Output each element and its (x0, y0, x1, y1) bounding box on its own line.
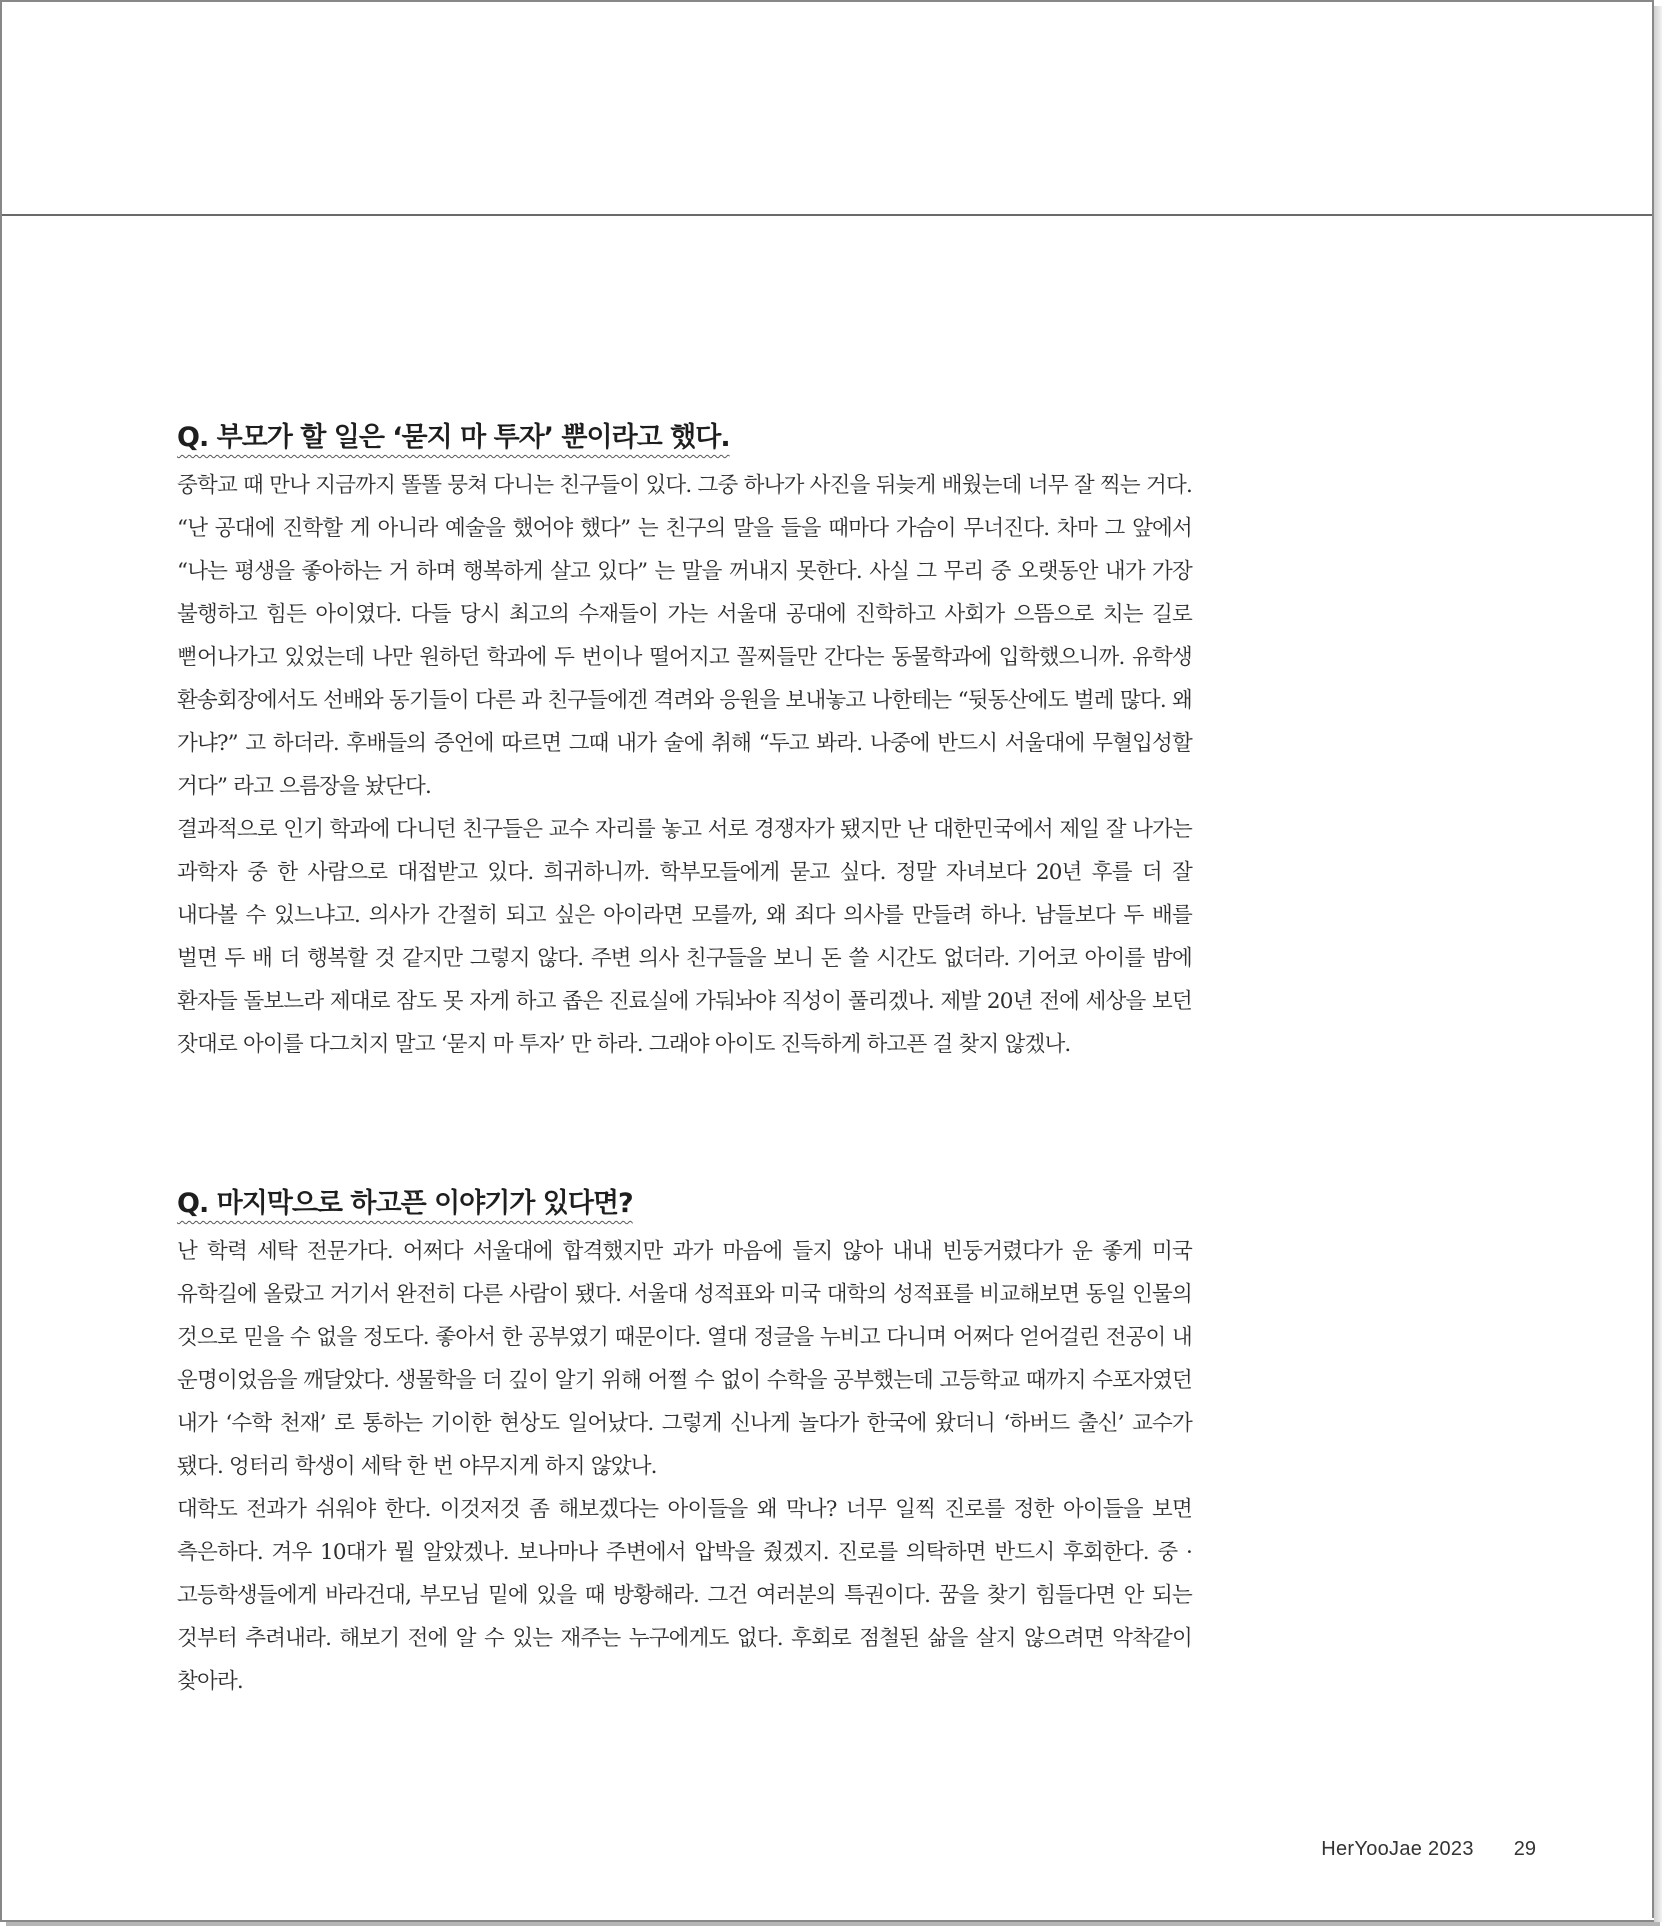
section-question: Q. 마지막으로 하고픈 이야기가 있다면? (177, 1188, 633, 1219)
interview-section-2 (177, 1186, 1192, 1703)
section-question: Q. 부모가 할 일은 ‘묻지 마 투자’ 뿐이라고 했다. (177, 422, 730, 453)
magazine-name: HerYooJae 2023 (1321, 1838, 1474, 1860)
interview-section-1 (177, 420, 1192, 1066)
section-paragraph: 대학도 전과가 쉬워야 한다. 이것저것 좀 해보겠다는 아이들을 왜 막나? 너무 일찍 진로를 정한 아이들을 보면 측은하다. 겨우 10대가 뭘 알았겠나. 보나마나 주변에서 압박을 줬겠지. 진로를 의탁하면 반드시 후회한다. 중 · 고등학생들에게 바라건대, 부모님 밑에 있을 때 방황해라. 그건 여러분의 특권이다. 꿈을 찾기 힘들다면 안 되는 것부터 추려내라. 해보기 전에 알 수 있는 재주는 누구에게도 없다. 후회로 점철된 삶을 살지 않으려면 악착같이 찾아라. (177, 1497, 1192, 1694)
section-paragraph: 중학교 때 만나 지금까지 똘똘 뭉쳐 다니는 친구들이 있다. 그중 하나가 사진을 뒤늦게 배웠는데 너무 잘 찍는 거다. “난 공대에 진학할 게 아니라 예술을 했어야 했다” 는 친구의 말을 들을 때마다 가슴이 무너진다. 차마 그 앞에서 “나는 평생을 좋아하는 거 하며 행복하게 살고 있다” 는 말을 꺼내지 못한다. 사실 그 무리 중 오랫동안 내가 가장 불행하고 힘든 아이였다. 다들 당시 최고의 수재들이 가는 서울대 공대에 진학하고 사회가 으뜸으로 치는 길로 뻗어나가고 있었는데 나만 원하던 학과에 두 번이나 떨어지고 꼴찌들만 간다는 동물학과에 입학했으니까. 유학생 환송회장에서도 선배와 동기들이 다른 과 친구들에겐 격려와 응원을 보내놓고 나한테는 “뒷동산에도 벌레 많다. 왜 가냐?” 고 하더라. 후배들의 증언에 따르면 그때 내가 술에 취해 “두고 봐라. 나중에 반드시 서울대에 무혈입성할 거다” 라고 으름장을 놨단다. (177, 473, 1192, 799)
page-number: 29 (1513, 1838, 1536, 1860)
header-divider (2, 214, 1654, 216)
page-shadow (1654, 6, 1662, 1922)
section-paragraph: 결과적으로 인기 학과에 다니던 친구들은 교수 자리를 놓고 서로 경쟁자가 됐지만 난 대한민국에서 제일 잘 나가는 과학자 중 한 사람으로 대접받고 있다. 희귀하니까. 학부모들에게 묻고 싶다. 정말 자녀보다 20년 후를 더 잘 내다볼 수 있느냐고. 의사가 간절히 되고 싶은 아이라면 모를까, 왜 죄다 의사를 만들려 하나. 남들보다 두 배를 벌면 두 배 더 행복할 것 같지만 그렇지 않다. 주변 의사 친구들을 보니 돈 쓸 시간도 없더라. 기어코 아이를 밤에 환자들 돌보느라 제대로 잠도 못 자게 하고 좁은 진료실에 가둬놔야 직성이 풀리겠나. 제발 20년 전에 세상을 보던 잣대로 아이를 다그치지 말고 ‘묻지 마 투자’ 만 하라. 그래야 아이도 진득하게 하고픈 걸 찾지 않겠나. (177, 817, 1192, 1057)
page-footer (1321, 1838, 1536, 1861)
section-paragraph: 난 학력 세탁 전문가다. 어쩌다 서울대에 합격했지만 과가 마음에 들지 않아 내내 빈둥거렸다가 운 좋게 미국 유학길에 올랐고 거기서 완전히 다른 사람이 됐다. 서울대 성적표와 미국 대학의 성적표를 비교해보면 동일 인물의 것으로 믿을 수 없을 정도다. 좋아서 한 공부였기 때문이다. 열대 정글을 누비고 다니며 어쩌다 얻어걸린 전공이 내 운명이었음을 깨달았다. 생물학을 더 깊이 알기 위해 어쩔 수 없이 수학을 공부했는데 고등학교 때까지 수포자였던 내가 ‘수학 천재’ 로 통하는 기이한 현상도 일어났다. 그렇게 신나게 놀다가 한국에 왔더니 ‘하버드 출신’ 교수가 됐다. 엉터리 학생이 세탁 한 번 야무지게 하지 않았나. (177, 1239, 1192, 1479)
